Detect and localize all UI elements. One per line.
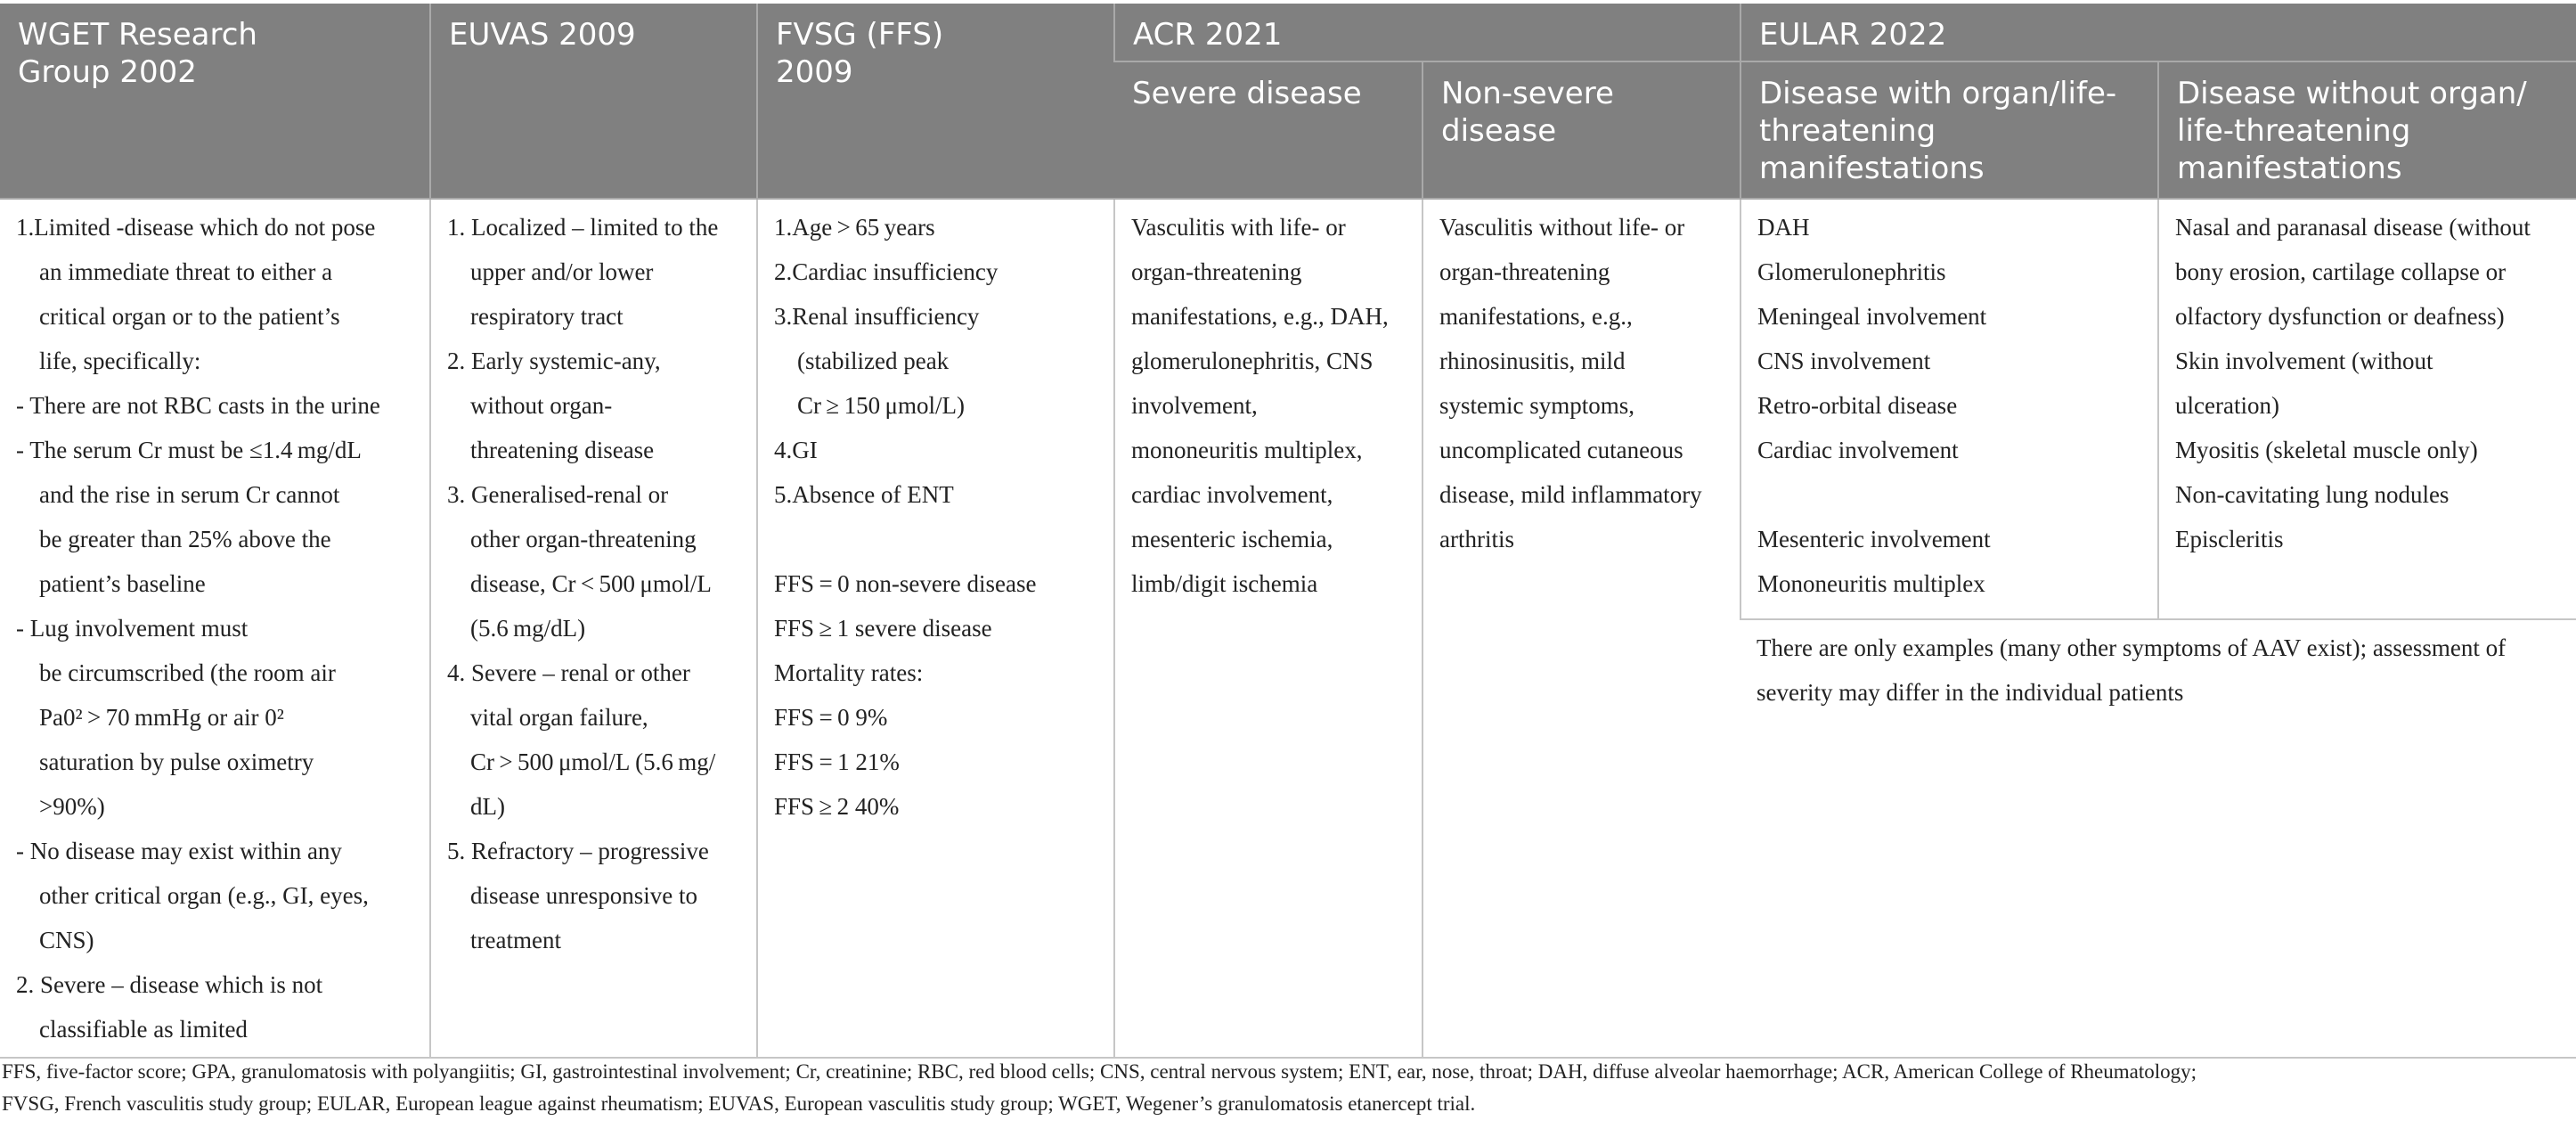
header-line: WGET Research bbox=[18, 17, 257, 53]
cell-line: 1.Age > 65 years bbox=[774, 214, 935, 241]
footnote-line: FVSG, French vasculitis study group; EULAR, European league against rheumatism; EUVAS, European vasculitis study group; WGET, Wegener’s granulomatosis etanercept trial. bbox=[2, 1092, 1476, 1115]
cell-line: FFS ≥ 2 40% bbox=[774, 793, 900, 820]
cell-fvsg bbox=[757, 199, 1114, 1058]
cell-line: 4.GI bbox=[774, 437, 818, 463]
cell-line: - There are not RBC casts in the urine bbox=[16, 392, 380, 419]
header-euvas bbox=[430, 4, 757, 199]
cell-line: and the rise in serum Cr cannot bbox=[39, 481, 340, 508]
cell-eular-note bbox=[1740, 619, 2576, 1058]
header-acr-nonsevere bbox=[1423, 61, 1740, 199]
cell-line: vital organ failure, bbox=[470, 704, 648, 731]
cell-line: patient’s baseline bbox=[39, 570, 206, 597]
cell-eular-noorgan bbox=[2158, 199, 2576, 619]
cell-line: - No disease may exist within any bbox=[16, 838, 342, 864]
cell-line: other organ-threatening bbox=[470, 526, 697, 552]
cell-line: Glomerulonephritis bbox=[1757, 258, 1946, 285]
header-line: 2009 bbox=[776, 54, 853, 90]
header-line: disease bbox=[1441, 113, 1557, 149]
cell-line: Nasal and paranasal disease (without bbox=[2175, 214, 2531, 241]
cell-line: Vasculitis with life- or bbox=[1131, 214, 1346, 241]
header-eular bbox=[1740, 4, 2576, 61]
header-eular-noorgan bbox=[2158, 61, 2576, 199]
cell-line: Meningeal involvement bbox=[1757, 303, 1987, 330]
cell-line: glomerulonephritis, CNS bbox=[1131, 348, 1374, 374]
cell-line: Non-cavitating lung nodules bbox=[2175, 481, 2450, 508]
cell-spacer bbox=[774, 517, 1097, 561]
cell-line: mononeuritis multiplex, bbox=[1131, 437, 1363, 463]
cell-line: FFS = 0 9% bbox=[774, 704, 888, 731]
cell-line: other critical organ (e.g., GI, eyes, bbox=[39, 882, 369, 909]
header-line: manifestations bbox=[1759, 151, 1985, 186]
cell-line: dL) bbox=[470, 793, 505, 820]
cell-line: Episcleritis bbox=[2175, 526, 2284, 552]
header-line: manifestations bbox=[2177, 151, 2402, 186]
cell-line: Mononeuritis multiplex bbox=[1757, 570, 1985, 597]
cell-line: treatment bbox=[470, 927, 561, 953]
cell-line: 3. Generalised-renal or bbox=[447, 481, 669, 508]
header-line: EUVAS 2009 bbox=[449, 17, 636, 53]
cell-line: Vasculitis without life- or bbox=[1439, 214, 1685, 241]
header-eular-organ bbox=[1740, 61, 2158, 199]
table-footnote bbox=[0, 1056, 2576, 1120]
cell-line: be greater than 25% above the bbox=[39, 526, 331, 552]
cell-line: manifestations, e.g., DAH, bbox=[1131, 303, 1389, 330]
body-row bbox=[0, 199, 2576, 619]
cell-line: (5.6 mg/dL) bbox=[470, 615, 586, 642]
cell-line: CNS involvement bbox=[1757, 348, 1931, 374]
cell-line: Cr > 500 μmol/L (5.6 mg/ bbox=[470, 748, 716, 775]
cell-line: upper and/or lower bbox=[470, 258, 654, 285]
cell-line: Mortality rates: bbox=[774, 659, 924, 686]
cell-line: critical organ or to the patient’s bbox=[39, 303, 340, 330]
cell-line: DAH bbox=[1757, 214, 1810, 241]
cell-line: saturation by pulse oximetry bbox=[39, 748, 314, 775]
header-line: FVSG (FFS) bbox=[776, 17, 944, 53]
cell-acr-nonsevere bbox=[1423, 199, 1740, 1058]
cell-line: involvement, bbox=[1131, 392, 1258, 419]
cell-line: - Lug involvement must bbox=[16, 615, 249, 642]
cell-line: >90%) bbox=[39, 793, 105, 820]
cell-line: an immediate threat to either a bbox=[39, 258, 333, 285]
cell-line: 2. Early systemic-any, bbox=[447, 348, 661, 374]
header-row-top bbox=[0, 4, 2576, 61]
cell-line: without organ- bbox=[470, 392, 613, 419]
cell-line: 5. Refractory – progressive bbox=[447, 838, 709, 864]
cell-line: manifestations, e.g., bbox=[1439, 303, 1633, 330]
cell-line: Mesenteric involvement bbox=[1757, 526, 1991, 552]
cell-line: There are only examples (many other symptoms of AAV exist); assessment of bbox=[1757, 634, 2507, 661]
cell-line: bony erosion, cartilage collapse or bbox=[2175, 258, 2507, 285]
cell-line: 2.Cardiac insufficiency bbox=[774, 258, 999, 285]
header-line: life-threatening bbox=[2177, 113, 2411, 149]
cell-line: organ-threatening bbox=[1439, 258, 1610, 285]
cell-line: disease, Cr < 500 μmol/L bbox=[470, 570, 712, 597]
cell-line: disease unresponsive to bbox=[470, 882, 697, 909]
cell-euvas bbox=[430, 199, 757, 1058]
cell-line: FFS = 1 21% bbox=[774, 748, 900, 775]
cell-line: FFS ≥ 1 severe disease bbox=[774, 615, 992, 642]
cell-line: 3.Renal insufficiency bbox=[774, 303, 980, 330]
header-line: threatening bbox=[1759, 113, 1936, 149]
cell-line: 1. Localized – limited to the bbox=[447, 214, 719, 241]
cell-wget bbox=[0, 199, 430, 1058]
cell-line: systemic symptoms, bbox=[1439, 392, 1635, 419]
cell-line: ulceration) bbox=[2175, 392, 2279, 419]
cell-line: disease, mild inflammatory bbox=[1439, 481, 1702, 508]
header-wget bbox=[0, 4, 430, 199]
cell-line: mesenteric ischemia, bbox=[1131, 526, 1333, 552]
header-line: Disease with organ/life- bbox=[1759, 76, 2117, 111]
cell-line: Pa0² > 70 mmHg or air 0² bbox=[39, 704, 284, 731]
header-line: EULAR 2022 bbox=[1759, 17, 1947, 53]
cell-line: Skin involvement (without bbox=[2175, 348, 2433, 374]
cell-line: uncomplicated cutaneous bbox=[1439, 437, 1683, 463]
cell-line: cardiac involvement, bbox=[1131, 481, 1333, 508]
cell-line: CNS) bbox=[39, 927, 94, 953]
cell-eular-organ bbox=[1740, 199, 2158, 619]
cell-line: severity may differ in the individual patients bbox=[1757, 679, 2184, 706]
cell-line: 2. Severe – disease which is not bbox=[16, 971, 323, 998]
cell-line: FFS = 0 non-severe disease bbox=[774, 570, 1037, 597]
cell-line: limb/digit ischemia bbox=[1131, 570, 1318, 597]
classification-table bbox=[0, 4, 2576, 1059]
header-line: Non-severe bbox=[1441, 76, 1614, 111]
cell-line: threatening disease bbox=[470, 437, 655, 463]
cell-spacer bbox=[1757, 472, 2141, 517]
cell-line: Cardiac involvement bbox=[1757, 437, 1959, 463]
cell-line: Retro-orbital disease bbox=[1757, 392, 1958, 419]
cell-line: 4. Severe – renal or other bbox=[447, 659, 690, 686]
cell-line: organ-threatening bbox=[1131, 258, 1302, 285]
cell-line: be circumscribed (the room air bbox=[39, 659, 336, 686]
cell-line: life, specifically: bbox=[39, 348, 201, 374]
header-line: Group 2002 bbox=[18, 54, 197, 90]
cell-line: 1.Limited -disease which do not pose bbox=[16, 214, 376, 241]
cell-line: rhinosinusitis, mild bbox=[1439, 348, 1626, 374]
header-acr bbox=[1114, 4, 1740, 61]
cell-line: classifiable as limited bbox=[39, 1016, 248, 1043]
header-line: Severe disease bbox=[1132, 76, 1362, 111]
cell-line: 5.Absence of ENT bbox=[774, 481, 954, 508]
cell-line: arthritis bbox=[1439, 526, 1514, 552]
cell-line: olfactory dysfunction or deafness) bbox=[2175, 303, 2505, 330]
header-acr-severe bbox=[1114, 61, 1423, 199]
cell-line: Cr ≥ 150 μmol/L) bbox=[797, 392, 965, 419]
header-line: Disease without organ/ bbox=[2177, 76, 2527, 111]
cell-line: Myositis (skeletal muscle only) bbox=[2175, 437, 2478, 463]
header-line: ACR 2021 bbox=[1133, 17, 1283, 53]
cell-line: respiratory tract bbox=[470, 303, 624, 330]
cell-line: (stabilized peak bbox=[797, 348, 950, 374]
cell-acr-severe bbox=[1114, 199, 1423, 1058]
cell-line: - The serum Cr must be ≤1.4 mg/dL bbox=[16, 437, 362, 463]
header-fvsg bbox=[757, 4, 1114, 199]
footnote-line: FFS, five-factor score; GPA, granulomatosis with polyangiitis; GI, gastrointestinal involvement; Cr, creatinine; RBC, red blood cells; CNS, central nervous system; ENT, ear, nose, throat; DAH, diffuse alveolar haemorrhage; ACR, American College of Rheumatology; bbox=[2, 1060, 2197, 1083]
